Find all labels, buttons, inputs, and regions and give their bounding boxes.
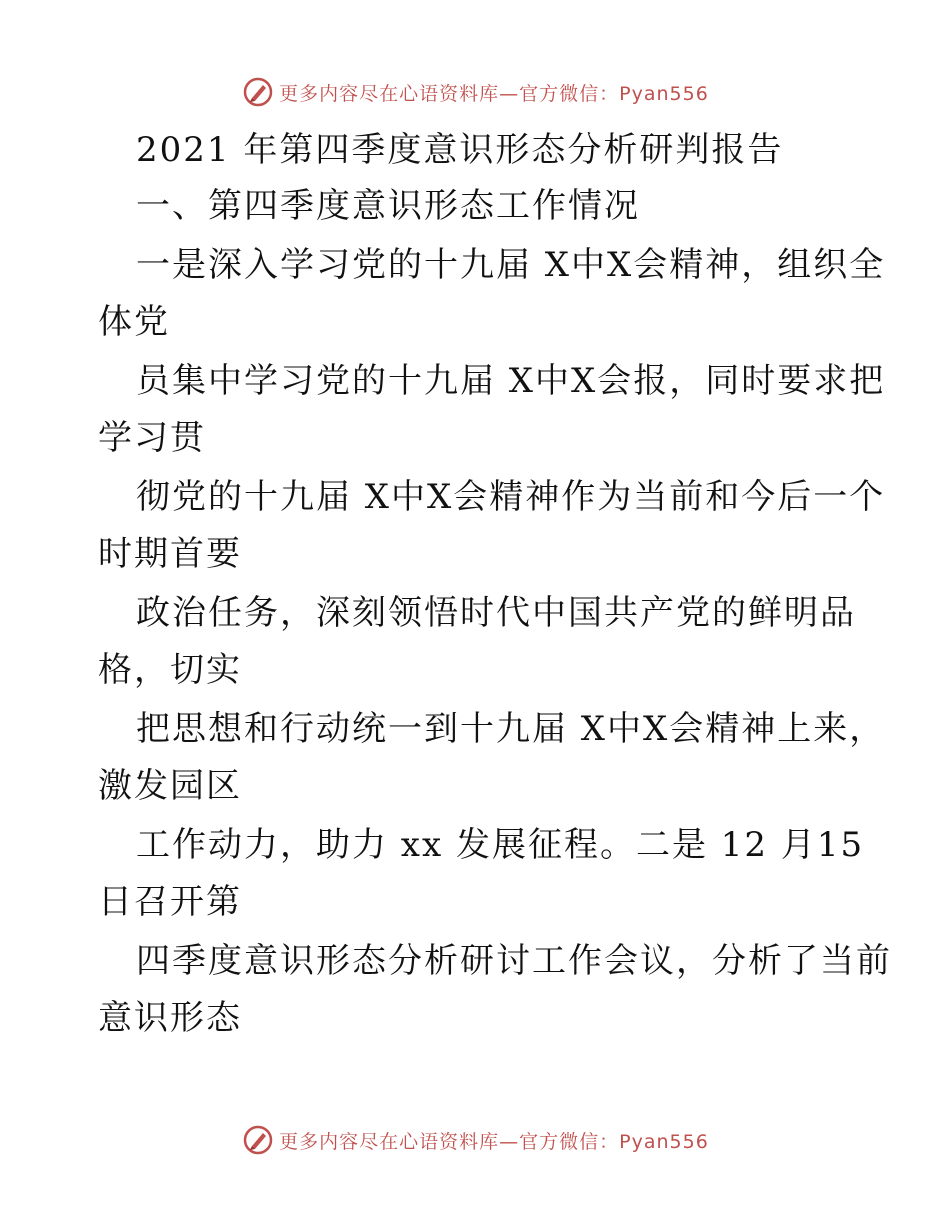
footer-banner [0, 1120, 950, 1160]
header-banner [0, 72, 950, 112]
body-line: 员集中学习党的十九届 X中X会报，同时要求把 [136, 361, 886, 401]
banner-text: 更多内容尽在心语资料库—官方微信：Pyan556 [279, 82, 709, 105]
body-line: 彻党的十九届 X中X会精神作为当前和今后一个 [136, 477, 886, 517]
body-line: 工作动力，助力 xx 发展征程。二是 12 月15 [136, 825, 865, 865]
body-line: 格，切实 [98, 650, 242, 690]
body-line: 政治任务，深刻领悟时代中国共产党的鲜明品 [136, 593, 856, 633]
body-line: 时期首要 [98, 534, 242, 574]
body-line: 激发园区 [98, 766, 242, 806]
section-heading: 一、第四季度意识形态工作情况 [136, 186, 640, 226]
body-line: 体党 [98, 302, 170, 342]
pen-logo-icon [241, 1123, 275, 1157]
body-line: 一是深入学习党的十九届 X中X会精神，组织全 [136, 245, 886, 285]
banner-text: 更多内容尽在心语资料库—官方微信：Pyan556 [279, 1130, 709, 1153]
body-line: 日召开第 [98, 882, 242, 922]
body-line: 把思想和行动统一到十九届 X中X会精神上来， [136, 709, 886, 749]
pen-logo-icon [241, 75, 275, 109]
body-line: 意识形态 [98, 998, 242, 1038]
document-title: 2021 年第四季度意识形态分析研判报告 [136, 130, 784, 170]
body-line: 四季度意识形态分析研讨工作会议，分析了当前 [136, 941, 892, 981]
body-line: 学习贯 [98, 418, 206, 458]
